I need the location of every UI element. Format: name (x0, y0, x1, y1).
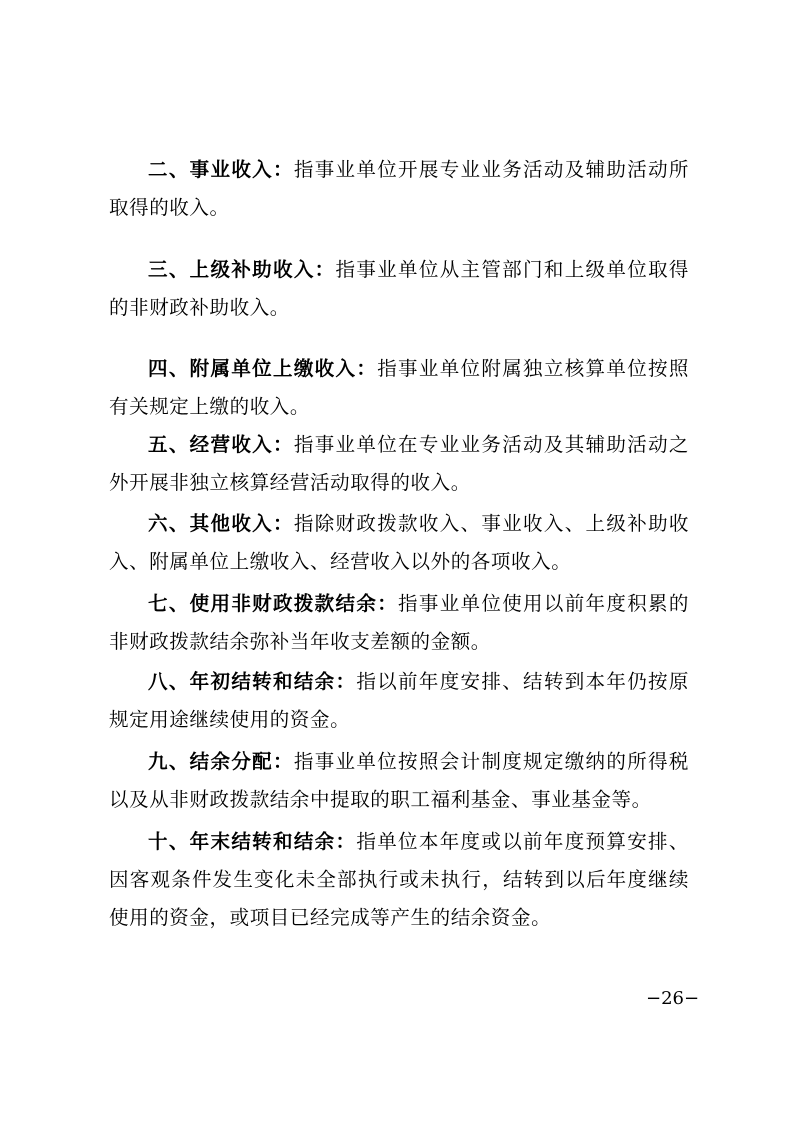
definition-term: 九、结余分配： (148, 750, 294, 773)
definition-text: 指除财政拨款收入、事业收入、上级补助收入、附属单位上缴收入、经营收入以外的各项收入。 (109, 512, 690, 573)
definition-paragraph-balance-distribution (109, 743, 689, 819)
definition-paragraph-non-fiscal-balance-use (109, 585, 689, 661)
definition-term: 五、经营收入： (148, 433, 294, 456)
definition-term: 六、其他收入： (148, 512, 294, 535)
definition-text: 指以前年度安排、结转到本年仍按原规定用途继续使用的资金。 (109, 670, 689, 731)
definition-text: 指事业单位使用以前年度积累的非财政拨款结余弥补当年收支差额的金额。 (109, 592, 689, 653)
definition-paragraph-opening-carryover (109, 663, 689, 739)
definition-text: 指事业单位在专业业务活动及其辅助活动之外开展非独立核算经营活动取得的收入。 (109, 433, 690, 494)
page-number: −26− (646, 988, 700, 1009)
definition-paragraph-closing-carryover (109, 823, 689, 937)
definition-paragraph-operating-income (109, 426, 689, 502)
definition-text: 指事业单位附属独立核算单位按照有关规定上缴的收入。 (109, 357, 689, 418)
definition-term: 三、上级补助收入： (148, 258, 336, 281)
definition-paragraph-other-income (109, 505, 689, 581)
definition-text: 指单位本年度或以前年度预算安排、因客观条件发生变化未全部执行或未执行，结转到以后年度继续使用的资金，或项目已经完成等产生的结余资金。 (109, 830, 689, 929)
definition-text: 指事业单位按照会计制度规定缴纳的所得税以及从非财政拨款结余中提取的职工福利基金、事业基金等。 (109, 750, 690, 811)
definition-paragraph-superior-subsidy-income (109, 251, 689, 327)
definition-text: 指事业单位从主管部门和上级单位取得的非财政补助收入。 (109, 258, 690, 319)
definition-paragraph-affiliated-unit-income (109, 350, 689, 426)
definition-term: 四、附属单位上缴收入： (148, 357, 378, 380)
definition-term: 八、年初结转和结余： (148, 670, 357, 693)
definition-text: 指事业单位开展专业业务活动及辅助活动所取得的收入。 (109, 158, 690, 219)
definition-paragraph-business-income (109, 151, 689, 227)
definition-term: 十、年末结转和结余： (148, 830, 357, 853)
definition-term: 七、使用非财政拨款结余： (148, 592, 399, 615)
definition-term: 二、事业收入： (148, 158, 294, 181)
